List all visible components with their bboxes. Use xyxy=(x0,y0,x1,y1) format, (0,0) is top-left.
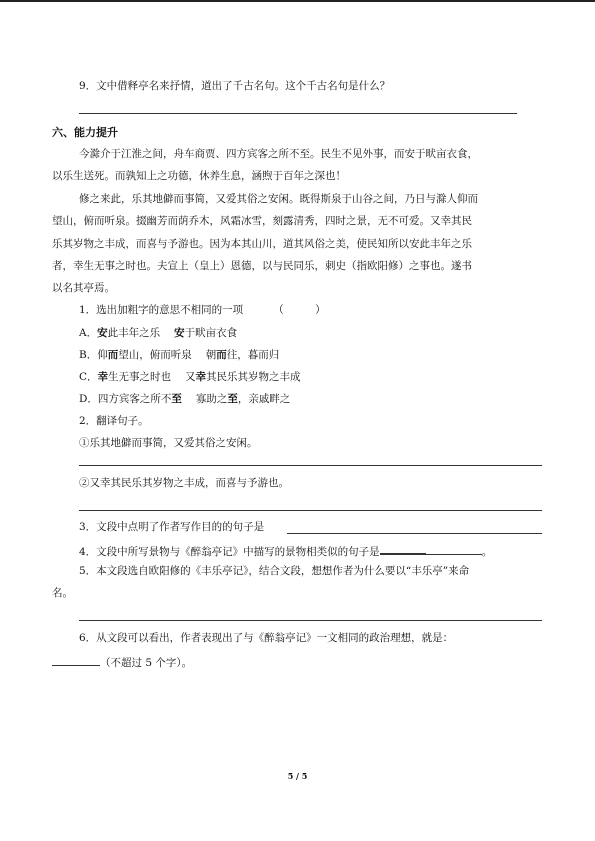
bold-word: 幸 xyxy=(195,371,207,383)
option-c: C．幸生无事之时也 又幸其民乐其岁物之丰成 xyxy=(79,371,301,383)
answer-blank-q4-b xyxy=(426,544,482,555)
answer-line-q2-1 xyxy=(79,465,542,466)
passage-line: 者，幸生无事之时也。夫宣上（皇上）恩德，以与民同乐，刺史（指欧阳修）之事也。遂书 xyxy=(52,260,472,272)
option-d: D．四方宾客之所不至 寡助之至，亲戚畔之 xyxy=(79,393,291,405)
question-6-line2: （不超过 5 个字）。 xyxy=(52,655,192,670)
answer-paren: （ ） xyxy=(273,304,326,316)
bold-word: 安 xyxy=(174,327,185,339)
question-5-line1: 5．本文段选自欧阳修的《丰乐亭记》，结合文段，想想作者为什么要以“丰乐亭”来命 xyxy=(79,565,470,577)
translate-sentence-2: ②又幸其民乐其岁物之丰成，而喜与予游也。 xyxy=(79,477,289,489)
passage-line: 今滁介于江淮之间，舟车商贾、四方宾客之所不至。民生不见外事，而安于畎亩衣食， xyxy=(79,148,478,160)
option-b: B．仰而望山，俯而听泉 朝而往，暮而归 xyxy=(79,349,280,361)
passage-line: 修之来此，乐其地僻而事简，又爱其俗之安闲。既得斯泉于山谷之间，乃日与滁人仰而 xyxy=(79,193,478,205)
question-3-text: 3．文段中点明了作者写作目的的句子是 xyxy=(79,521,265,533)
bold-word: 而 xyxy=(107,349,119,361)
question-5-line2: 名。 xyxy=(52,587,73,599)
passage-line: 以乐生送死。而孰知上之功德，休养生息，涵煦于百年之深也！ xyxy=(52,170,346,182)
page-top-border xyxy=(0,0,595,2)
passage-line: 以名其亭焉。 xyxy=(52,282,115,294)
translate-sentence-1: ①乐其地僻而事简，又爱其俗之安闲。 xyxy=(79,437,258,449)
bold-word: 至 xyxy=(171,393,182,405)
option-a: A．安此丰年之乐 安于畎亩衣食 xyxy=(79,327,238,339)
question-9-text: 9．文中借释亭名来抒情，道出了千古名句。这个千古名句是什么？ xyxy=(79,80,391,92)
page-number: 5 / 5 xyxy=(287,771,308,781)
answer-line-q2-2 xyxy=(79,510,542,511)
question-6-line1: 6．从文段可以看出，作者表现出了与《醉翁亭记》一文相同的政治理想，就是： xyxy=(79,632,454,644)
answer-line-q5 xyxy=(79,620,542,621)
question-4-text: 4．文段中所写景物与《醉翁亭记》中描写的景物相类似的句子是 。 xyxy=(79,543,492,559)
bold-word: 幸 xyxy=(97,371,109,383)
bold-word: 至 xyxy=(227,393,238,405)
bold-word: 安 xyxy=(97,327,108,339)
question-2-stem: 2．翻译句子。 xyxy=(79,415,149,427)
passage-line: 望山，俯而听泉。掇幽芳而荫乔木，风霜冰雪，刻露清秀，四时之景，无不可爱。又幸其民 xyxy=(52,215,472,227)
passage-line: 乐其岁物之丰成，而喜与予游也。因为本其山川，道其风俗之美，使民知所以安此丰年之乐 xyxy=(52,238,472,250)
answer-line-q9 xyxy=(79,113,517,114)
question-1-stem: 1．选出加粗字的意思不相同的一项 （ ） xyxy=(79,304,326,316)
section-6-heading: 六、能力提升 xyxy=(52,126,118,139)
bold-word: 而 xyxy=(216,349,227,361)
answer-blank-q4-a xyxy=(380,543,426,555)
answer-blank-q6 xyxy=(52,655,100,666)
answer-line-q3 xyxy=(287,533,542,534)
